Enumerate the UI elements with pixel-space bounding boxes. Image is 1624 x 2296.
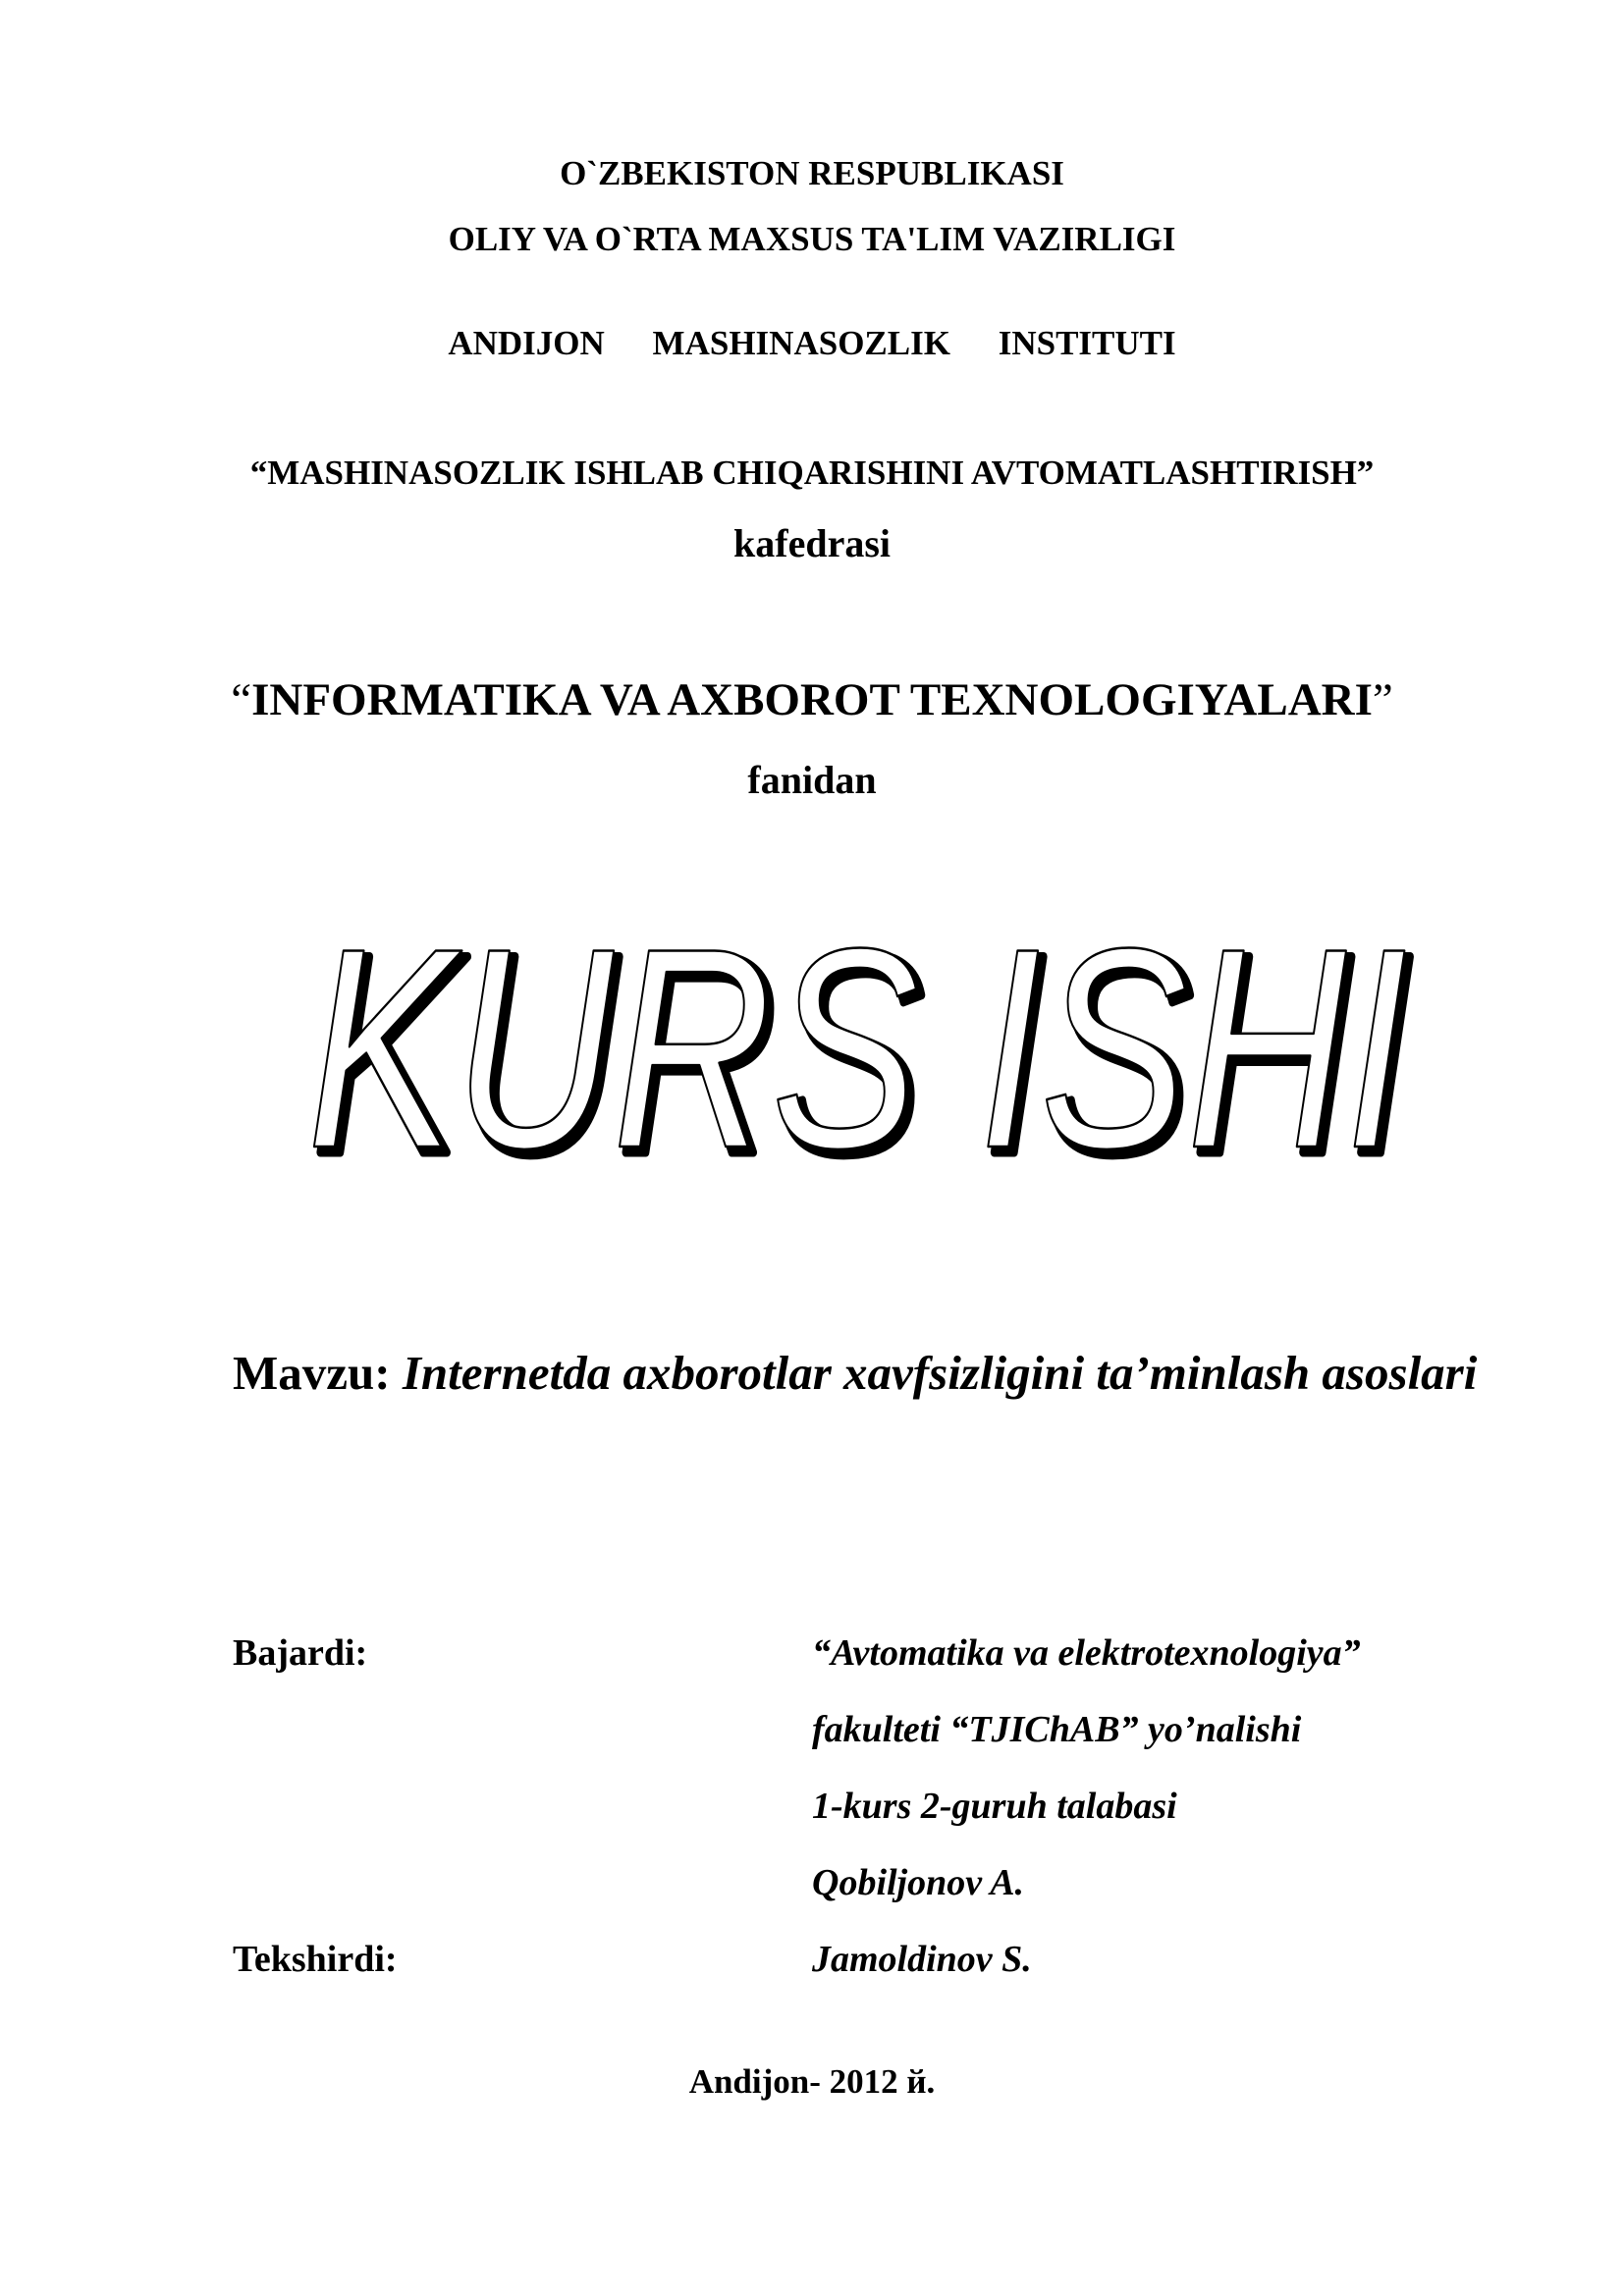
topic-line (233, 1345, 1477, 1401)
title-outline: KURS ISHI (307, 928, 1408, 1202)
performed-group: 1-kurs 2-guruh talabasi (812, 1786, 1177, 1827)
institute-heading: ANDIJON MASHINASOZLIK INSTITUTI (448, 324, 1176, 362)
subject-close-quote: ” (1372, 674, 1393, 725)
subject-suffix: fanidan (747, 758, 877, 802)
subject-name: INFORMATIKA VA AXBOROT TEXNOLOGIYALARI (251, 674, 1373, 725)
topic-label: Mavzu: (233, 1346, 391, 1400)
performed-label: Bajardi: (233, 1632, 368, 1674)
department-heading: “MASHINASOZLIK ISHLAB CHIQARISHINI AVTOMATLASHTIRISH” (249, 454, 1375, 492)
performed-faculty: “Avtomatika va elektrotexnologiya” (812, 1632, 1361, 1674)
supervisor-name: Jamoldinov S. (812, 1939, 1032, 1980)
subject-open-quote: “ (231, 674, 252, 725)
ministry-heading: OLIY VA O`RTA MAXSUS TA'LIM VAZIRLIGI (448, 220, 1176, 258)
performed-direction: fakulteti “TJIChAB” yo’nalishi (812, 1709, 1302, 1750)
title-shadow: KURS ISHI (313, 928, 1414, 1202)
topic-value: Internetda axborotlar xavfsizligini ta’minlash asoslari (402, 1346, 1478, 1400)
document-title (295, 928, 1424, 1202)
student-name: Qobiljonov A. (812, 1862, 1025, 1903)
city-year: Andijon- 2012 й. (688, 2062, 936, 2101)
republic-heading: O`ZBEKISTON RESPUBLIKASI (560, 154, 1064, 192)
subject-heading (0, 673, 1624, 726)
checked-label: Tekshirdi: (233, 1939, 398, 1980)
department-suffix: kafedrasi (733, 521, 891, 565)
